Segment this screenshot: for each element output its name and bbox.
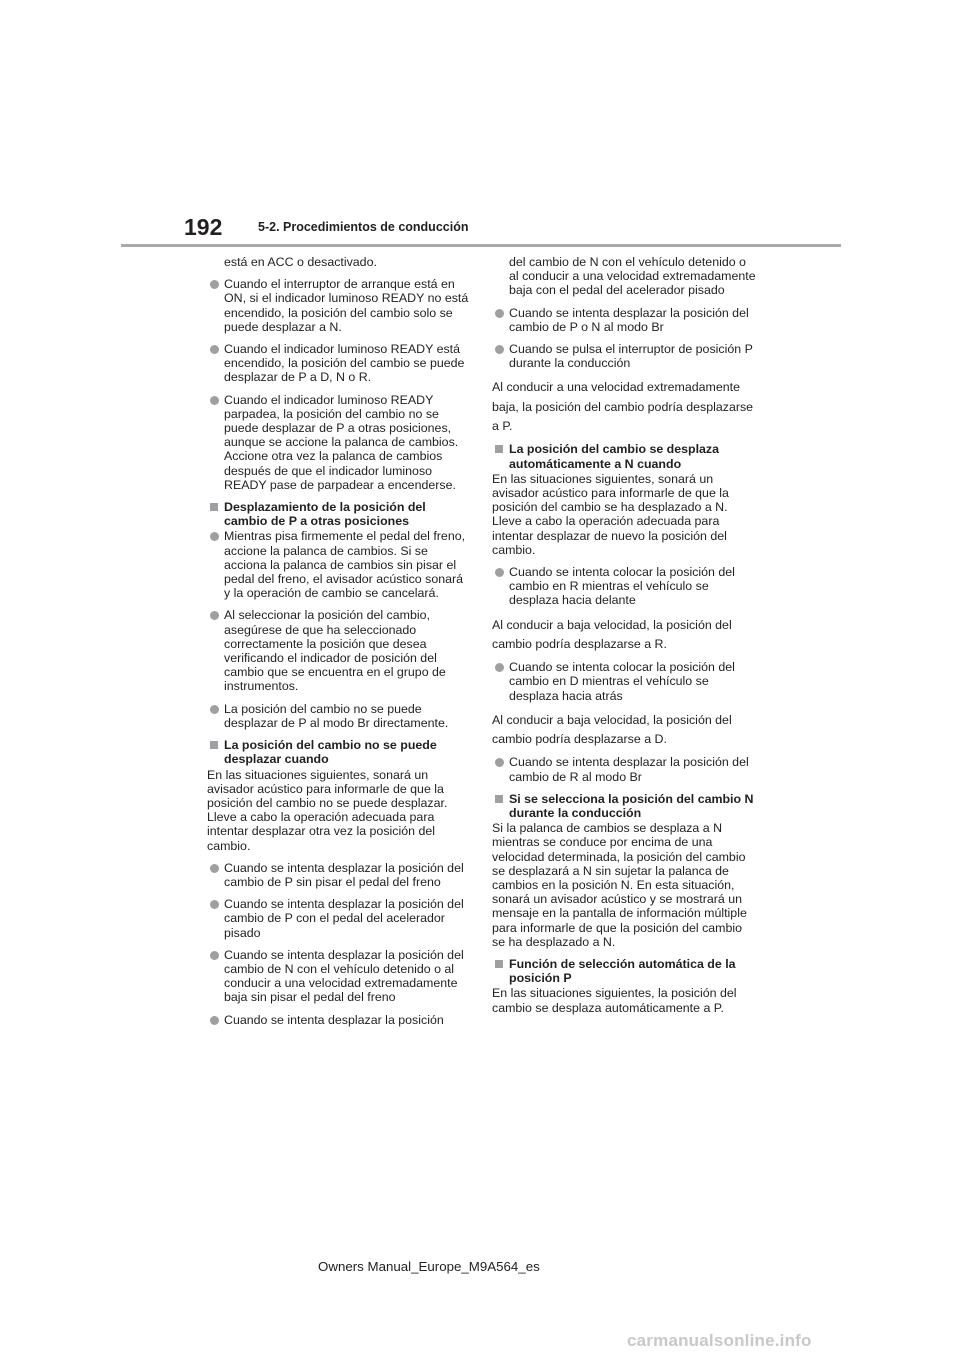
bullet-text: Cuando se intenta desplazar la posición: [224, 1012, 444, 1027]
heading-text: La posición del cambio no se puede desplazar cuando: [224, 738, 437, 767]
bullet-circle-icon: [495, 568, 504, 577]
bullet-text: La posición del cambio no se puede desplazar de P al modo Br directamente.: [224, 701, 449, 730]
continued-text: del cambio de N con el vehículo detenido o al conducir a una velocidad extremadamente baja con el pedal del acelerador pisado: [509, 255, 756, 298]
bullet-circle-icon: [210, 951, 219, 960]
bullet-item: [207, 948, 469, 1005]
heading-text: Función de selección automática de la posición P: [509, 956, 736, 986]
subsection-heading: [492, 957, 756, 985]
bullet-item: [207, 342, 469, 385]
bullet-text: Cuando se intenta desplazar la posición del cambio de R al modo Br: [509, 755, 749, 784]
section-title: 5-2. Procedimientos de conducción: [258, 220, 469, 234]
bullet-item: [492, 342, 756, 370]
bullet-item: [207, 277, 469, 334]
bullet-item: [492, 660, 756, 703]
paragraph: En las situaciones siguientes, sonará un avisador acústico para informarle de que la posición del cambio se ha desplazado a N. Lleve a cabo la operación adecuada para intentar desplazar de nuevo la posición del cambio.: [492, 471, 729, 557]
subsection-heading: [207, 500, 469, 528]
continued-text: está en ACC o desactivado.: [224, 255, 377, 269]
left-column: [207, 255, 469, 1035]
bullet-circle-icon: [210, 532, 219, 541]
bullet-text: Cuando se intenta desplazar la posición del cambio de P con el pedal del acelerador pisado: [224, 897, 464, 940]
paragraph: En las situaciones siguientes, la posición del cambio se desplaza automáticamente a P.: [492, 986, 737, 1015]
paragraph: Al conducir a una velocidad extremadamente baja, la posición del cambio podría desplazarse a P.: [492, 380, 754, 434]
bullet-text: Cuando se intenta desplazar la posición del cambio de N con el vehículo detenido o al conducir a una velocidad extremadamente baja sin pisar el pedal del freno: [224, 947, 464, 1005]
heading-square-icon: [210, 503, 218, 511]
heading-square-icon: [495, 795, 503, 803]
bullet-circle-icon: [210, 396, 219, 405]
bullet-text: Cuando el indicador luminoso READY está encendido, la posición del cambio se puede desplazar de P a D, N o R.: [224, 342, 465, 385]
heading-square-icon: [210, 741, 218, 749]
bullet-item: [207, 861, 469, 889]
bullet-circle-icon: [495, 758, 504, 767]
bullet-text: Cuando el indicador luminoso READY parpadea, la posición del cambio no se puede desplazar de P a otras posiciones, aunque se accione la palanca de cambios. Accione otra vez la palanca de cambios después de que el indicador luminoso READY pase de parpadear a encenderse.: [224, 392, 459, 492]
bullet-text: Cuando se intenta desplazar la posición del cambio de P o N al modo Br: [509, 305, 749, 334]
bullet-circle-icon: [210, 900, 219, 909]
paragraph: Al conducir a baja velocidad, la posición del cambio podría desplazarse a D.: [492, 712, 732, 747]
bullet-text: Cuando se intenta desplazar la posición del cambio de P sin pisar el pedal del freno: [224, 860, 464, 889]
bullet-circle-icon: [210, 864, 219, 873]
bullet-circle-icon: [210, 280, 219, 289]
heading-square-icon: [495, 960, 503, 968]
paragraph: En las situaciones siguientes, sonará un avisador acústico para informarle de que la posición del cambio no se puede desplazar. Lleve a cabo la operación adecuada para intentar desplazar otra vez la posición del cambio.: [207, 767, 448, 853]
footer-document-id: Owners Manual_Europe_M9A564_es: [318, 1259, 540, 1274]
bullet-text: Al seleccionar la posición del cambio, asegúrese de que ha seleccionado correctamente la posición que desea verificando el indicador de posición del cambio que se encuentra en el grupo de instrumentos.: [224, 608, 446, 694]
bullet-item: [207, 897, 469, 940]
bullet-circle-icon: [495, 663, 504, 672]
subsection-heading: [492, 792, 756, 820]
page-number: 192: [184, 214, 223, 240]
bullet-text: Cuando se intenta colocar la posición del cambio en D mientras el vehículo se desplaza hacia atrás: [509, 660, 735, 703]
bullet-circle-icon: [210, 1016, 219, 1025]
subsection-heading: [207, 738, 469, 766]
bullet-item: [207, 608, 469, 693]
subsection-heading: [492, 442, 756, 470]
bullet-item: [207, 393, 469, 492]
bullet-item: [492, 306, 756, 334]
paragraph: Si la palanca de cambios se desplaza a N mientras se conduce por encima de una velocidad determinada, la posición del cambio se desplazará a N sin sujetar la palanca de cambios en la posición N. En esta situación, sonará un avisador acústico y se mostrará un mensaje en la pantalla de información múltiple para informarle de que la posición del cambio se ha desplazado a N.: [492, 821, 747, 949]
watermark: carmanualsonline.info: [627, 1331, 812, 1350]
heading-text: La posición del cambio se desplaza automáticamente a N cuando: [509, 442, 720, 471]
bullet-circle-icon: [210, 611, 219, 620]
bullet-circle-icon: [210, 345, 219, 354]
header-divider: [121, 244, 841, 247]
bullet-item: [207, 1013, 469, 1027]
bullet-text: Mientras pisa firmemente el pedal del freno, accione la palanca de cambios. Si se acciona la palanca de cambios sin pisar el pedal del freno, el avisador acústico sonará y la operación de cambio se cancelará.: [224, 529, 466, 601]
heading-text: Si se selecciona la posición del cambio N durante la conducción: [509, 791, 754, 820]
heading-square-icon: [495, 445, 503, 453]
right-column: [492, 255, 756, 1023]
heading-text: Desplazamiento de la posición del cambio de P a otras posiciones: [224, 500, 426, 529]
bullet-item: [492, 565, 756, 608]
bullet-item: [207, 702, 469, 730]
bullet-text: Cuando se intenta colocar la posición del cambio en R mientras el vehículo se desplaza hacia delante: [509, 564, 735, 608]
bullet-text: Cuando el interruptor de arranque está en ON, si el indicador luminoso READY no está encendido, la posición del cambio solo se puede desplazar a N.: [224, 277, 469, 334]
bullet-item: [207, 529, 469, 600]
bullet-circle-icon: [495, 309, 504, 318]
bullet-circle-icon: [495, 345, 504, 354]
bullet-circle-icon: [210, 705, 219, 714]
bullet-item: [492, 755, 756, 783]
paragraph: Al conducir a baja velocidad, la posición del cambio podría desplazarse a R.: [492, 617, 732, 651]
bullet-text: Cuando se pulsa el interruptor de posición P durante la conducción: [509, 342, 753, 371]
